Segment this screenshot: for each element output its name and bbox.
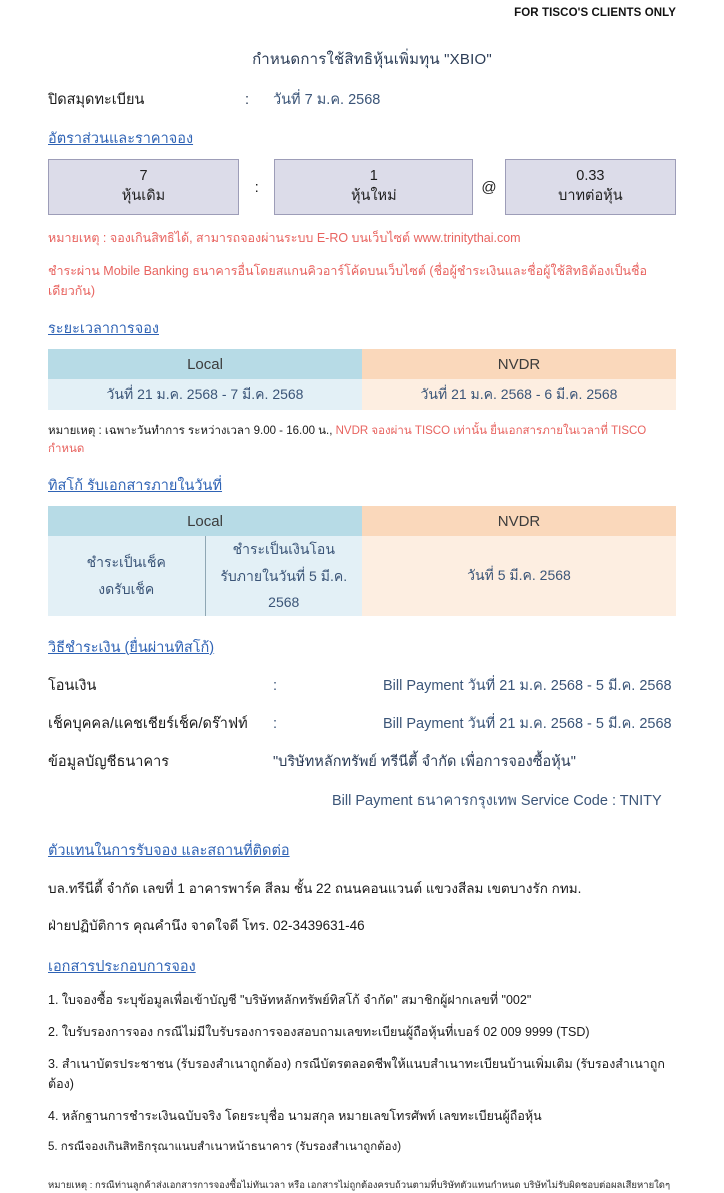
book-closure-colon: : (245, 92, 250, 108)
bank-service-code: Bill Payment ธนาคารกรุงเทพ Service Code : TNITY (332, 792, 662, 809)
header-nvdr: NVDR (362, 506, 676, 536)
ratio-boxes (48, 159, 676, 215)
list-item: 4. หลักฐานการชำระเงินฉบับจริง โดยระบุชื่อ นามสกุล หมายเลขโทรศัพท์ เลขทะเบียนผู้ถือหุ้น (48, 1108, 542, 1123)
local-cheque-value: งดรับเช็ค (98, 580, 155, 597)
subscription-period-table (48, 349, 676, 410)
ratio-old-number: 7 (139, 168, 148, 185)
ratio-new-number: 1 (369, 168, 378, 185)
payment-transfer-label: โอนเงิน (48, 677, 97, 694)
nvdr-period-value: วันที่ 21 ม.ค. 2568 - 6 มี.ค. 2568 (362, 379, 676, 410)
table-header-row (48, 349, 676, 379)
local-transfer-title: ชำระเป็นเงินโอน (232, 541, 335, 557)
payment-row-cheque (48, 712, 676, 735)
bank-account-name: "บริษัทหลักทรัพย์ ทรีนีตี้ จำกัด เพื่อการจองซื้อหุ้น" (273, 753, 576, 770)
ratio-price-box (505, 159, 676, 215)
payment-cheque-colon: : (273, 715, 278, 732)
local-period-value: วันที่ 21 ม.ค. 2568 - 7 มี.ค. 2568 (48, 379, 362, 410)
page-title: กำหนดการใช้สิทธิหุ้นเพิ่มทุน "XBIO" (252, 51, 492, 68)
local-transfer-value: รับภายในวันที่ 5 มี.ค. 2568 (220, 567, 348, 611)
section-heading-ratio: อัตราส่วนและราคาจอง (48, 131, 194, 147)
subscription-period-note (48, 422, 676, 458)
ratio-separator-colon: : (254, 178, 259, 196)
local-cheque-cell (48, 536, 205, 616)
list-item: 1. ใบจองซื้อ ระบุข้อมูลเพื่อเข้าบัญชี "บริษัทหลักทรัพย์ทิสโก้ จำกัด" สมาชิกผู้ฝากเลขที่ "002" (48, 992, 532, 1007)
table-header-row (48, 506, 676, 536)
book-closure-row (48, 88, 676, 111)
ratio-at-symbol: @ (481, 178, 497, 196)
payment-transfer-colon: : (273, 677, 278, 694)
header-local: Local (48, 349, 362, 379)
payment-row-transfer (48, 674, 676, 697)
section-heading-required-documents: เอกสารประกอบการจอง (48, 958, 196, 975)
list-item: 2. ใบรับรองการจอง กรณีไม่มีใบรับรองการจองสอบถามเลขทะเบียนผู้ถือหุ้นที่เบอร์ 02 009 9999 (TSD) (48, 1024, 590, 1039)
payment-cheque-value: Bill Payment วันที่ 21 ม.ค. 2568 - 5 มี.ค. 2568 (383, 715, 672, 732)
bank-account-row (48, 750, 676, 773)
list-item: 3. สำเนาบัตรประชาชน (รับรองสำเนาถูกต้อง) กรณีบัตรตลอดชีพให้แนบสำเนาทะเบียนบ้านเพิ่มเติม (รับรองสำเนาถูกต้อง) (48, 1056, 665, 1091)
document-receipt-table (48, 506, 676, 616)
ratio-new-unit: หุ้นใหม่ (350, 188, 397, 204)
header-nvdr: NVDR (362, 349, 676, 379)
book-closure-value: วันที่ 7 ม.ค. 2568 (273, 92, 381, 108)
payment-transfer-value: Bill Payment วันที่ 21 ม.ค. 2568 - 5 มี.ค. 2568 (383, 677, 672, 694)
ratio-new-shares-box (274, 159, 473, 215)
local-cheque-title: ชำระเป็นเช็ค (86, 554, 166, 571)
section-heading-subscription-period: ระยะเวลาการจอง (48, 321, 159, 337)
section-heading-document-receipt: ทิสโก้ รับเอกสารภายในวันที่ (48, 478, 223, 494)
ratio-price-unit: บาทต่อหุ้น (558, 188, 623, 204)
ratio-note-mobile-banking: ชำระผ่าน Mobile Banking ธนาคารอื่นโดยสแกนคิวอาร์โค้ดบนเว็บไซต์ (ชื่อผู้ชำระเงินและชื่อผู้ใช้สิทธิต้องเป็นชื่อเดียวกัน) (48, 264, 648, 298)
bank-account-label: ข้อมูลบัญชีธนาคาร (48, 753, 169, 770)
documents-footnote: หมายเหตุ : กรณีท่านลูกค้าส่งเอกสารการจองซื้อไม่ทันเวลา หรือ เอกสารไม่ถูกต้องครบถ้วนตามที่บริษัทตัวแทนกำหนด บริษัทไม่รับผิดชอบต่อผลเสียหายใดๆ (48, 1179, 671, 1191)
payment-cheque-label: เช็คบุคคล/แคชเชียร์เช็ค/ดร๊าฟท์ (48, 715, 248, 732)
ratio-note-oversubscribe: หมายเหตุ : จองเกินสิทธิได้, สามารถจองผ่านระบบ E-RO บนเว็บไซต์ www.trinitythai.com (48, 231, 521, 245)
nvdr-receipt-value: วันที่ 5 มี.ค. 2568 (362, 536, 676, 616)
section-heading-agent: ตัวแทนในการรับจอง และสถานที่ติดต่อ (48, 842, 290, 859)
book-closure-label: ปิดสมุดทะเบียน (48, 92, 145, 108)
list-item: 5. กรณีจองเกินสิทธิกรุณาแนบสำเนาหน้าธนาคาร (รับรองสำเนาถูกต้อง) (48, 1140, 402, 1153)
agent-address: บล.ทรีนีตี้ จำกัด เลขที่ 1 อาคารพาร์ค สีลม ชั้น 22 ถนนคอนแวนต์ แขวงสีลม เขตบางรัก กทม. (48, 880, 582, 896)
note-nvdr-tisco: NVDR จองผ่าน TISCO เท่านั้น ยื่นเอกสารภายในเวลาที่ TISCO กำหนด (48, 425, 647, 455)
local-transfer-cell (205, 536, 362, 616)
table-row (48, 536, 676, 616)
agent-contact: ฝ่ายปฏิบัติการ คุณคำนึง จาดใจดี โทร. 02-3439631-46 (48, 917, 365, 933)
ratio-old-unit: หุ้นเดิม (121, 188, 166, 204)
header-local: Local (48, 506, 362, 536)
table-row (48, 379, 676, 410)
section-heading-payment: วิธีชำระเงิน (ยื่นผ่านทิสโก้) (48, 639, 215, 656)
ratio-old-shares-box (48, 159, 239, 215)
ratio-price-number: 0.33 (576, 168, 605, 185)
clients-only-banner: FOR TISCO'S CLIENTS ONLY (514, 7, 676, 19)
note-business-hours: หมายเหตุ : เฉพาะวันทำการ ระหว่างเวลา 9.00 - 16.00 น., (48, 425, 336, 437)
